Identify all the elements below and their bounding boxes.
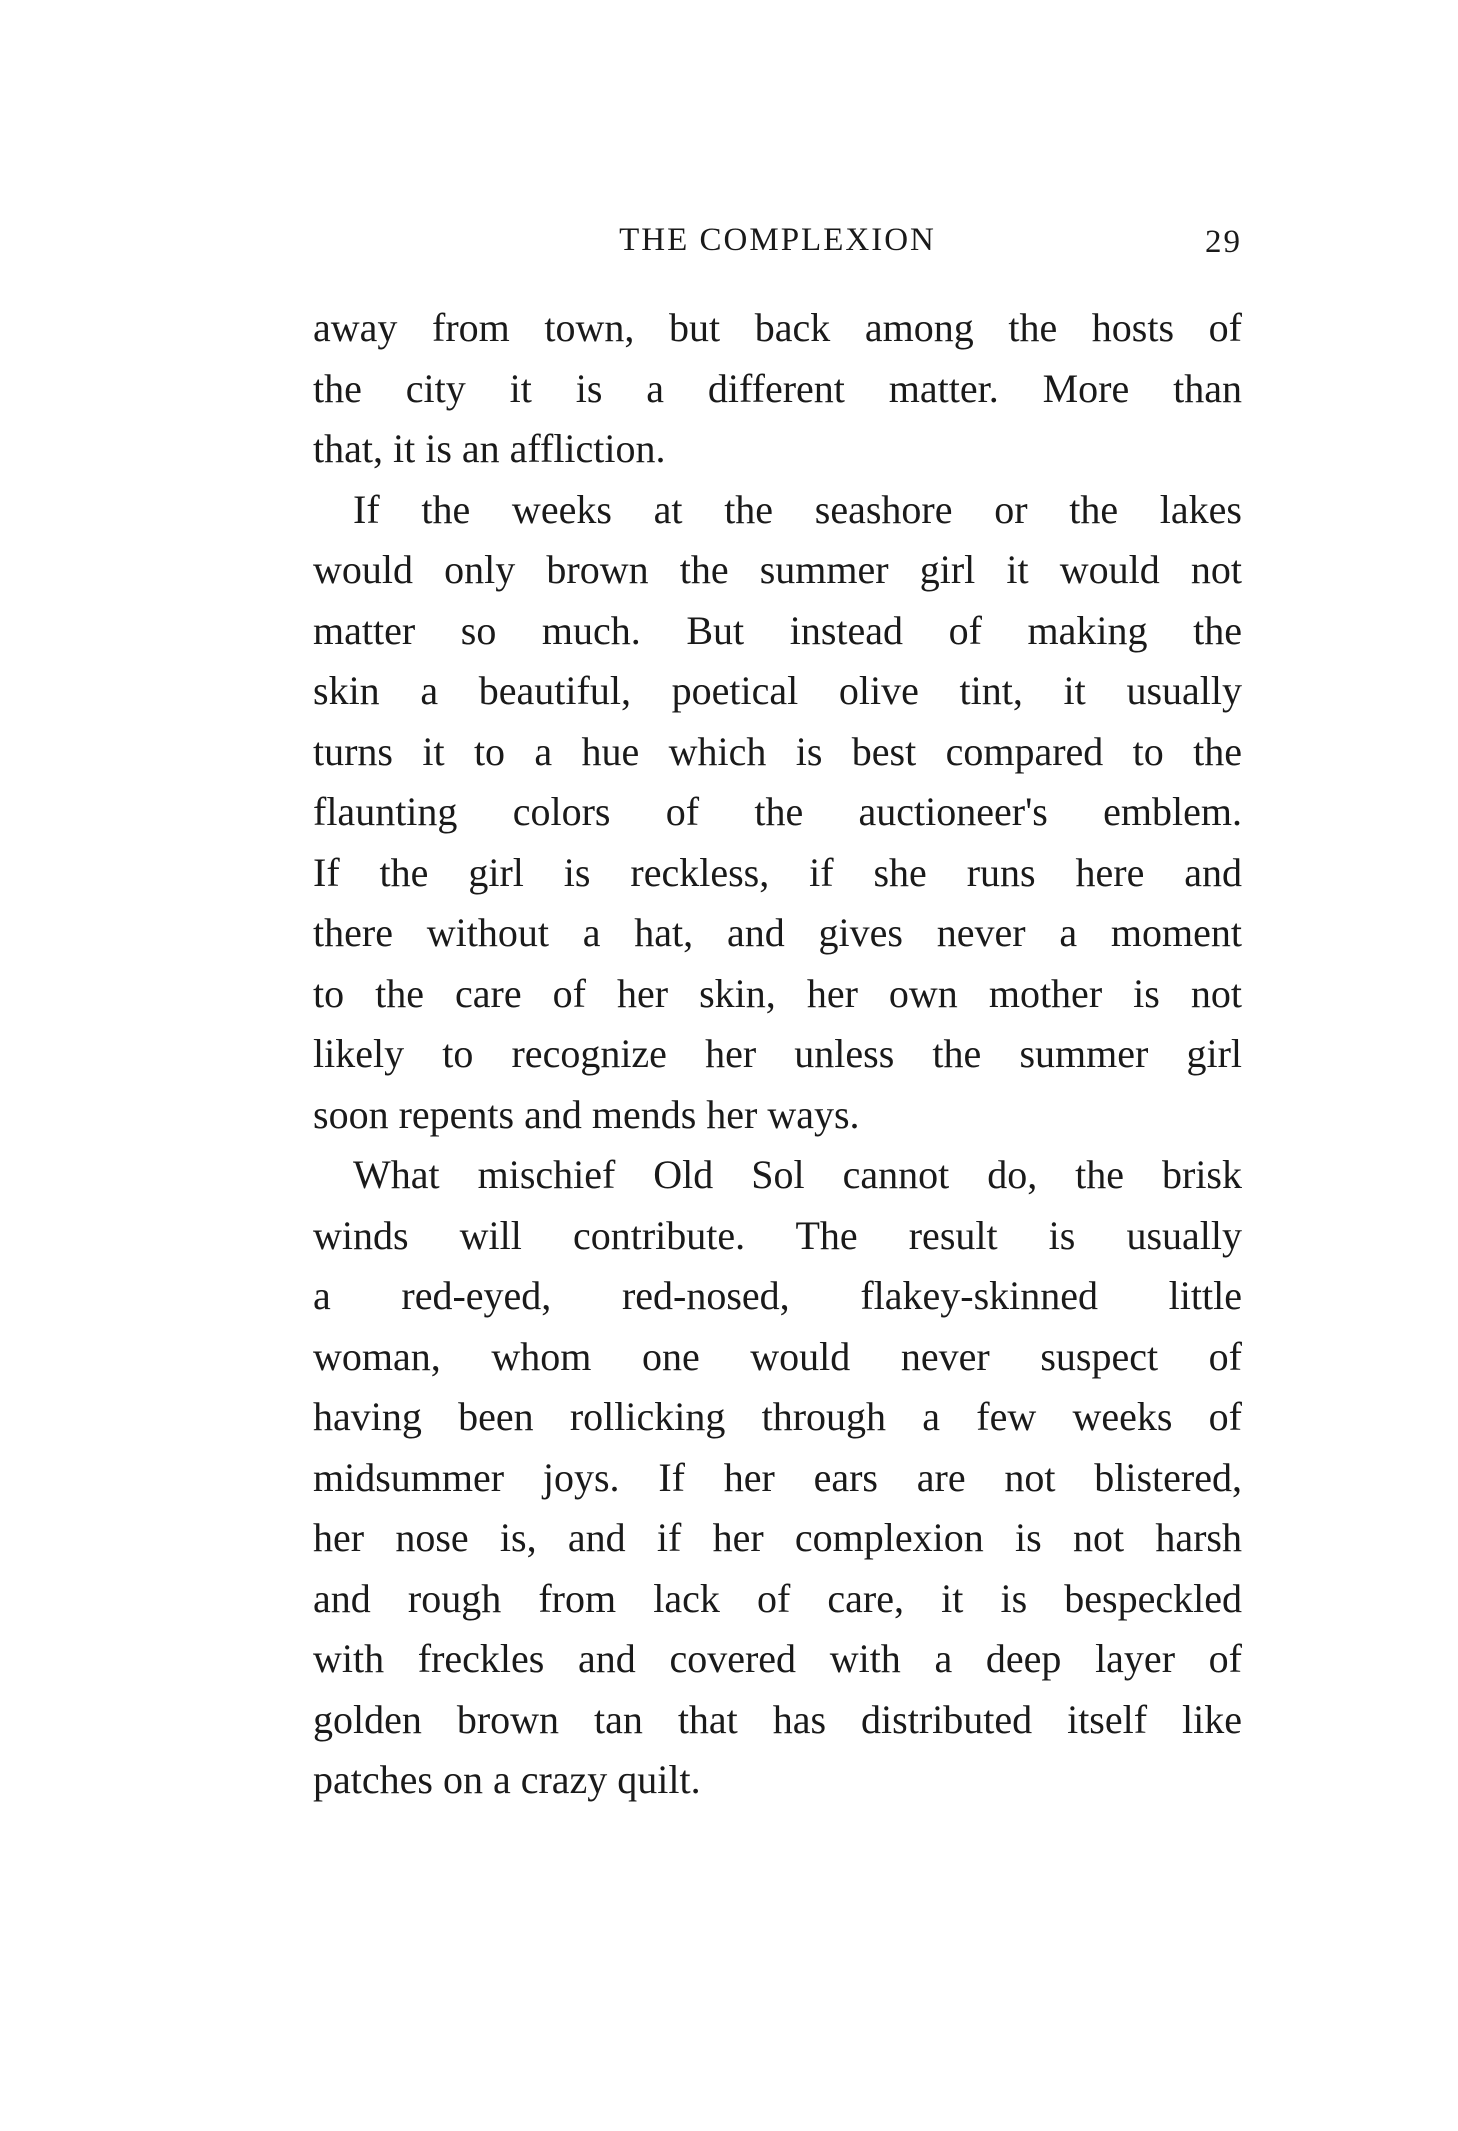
text-line: with freckles and covered with a deep layer of [313,1636,1242,1681]
text-line: What mischief Old Sol cannot do, the brisk [353,1152,1242,1197]
paragraph [313,1145,1242,1811]
text-line: that, it is an affliction. [313,426,666,471]
text-line: golden brown tan that has distributed itself like [313,1696,1242,1742]
text-line: winds will contribute. The result is usually [313,1212,1242,1258]
page-header [313,222,1242,266]
text-line: the city it is a different matter. More than [313,365,1242,411]
paragraph [313,480,1242,1146]
text-line: patches on a crazy quilt. [313,1757,701,1802]
text-line: If the weeks at the seashore or the lakes [353,486,1242,532]
text-line: midsummer joys. If her ears are not blistered, [313,1454,1242,1500]
text-line: a red-eyed, red-nosed, flakey-skinned little [313,1273,1242,1318]
text-line: would only brown the summer girl it would not [313,547,1242,592]
text-line: matter so much. But instead of making the [313,607,1242,653]
text-line: having been rollicking through a few weeks of [313,1394,1242,1439]
text-line: likely to recognize her unless the summer girl [313,1031,1242,1076]
text-line: flaunting colors of the auctioneer's emblem. [313,789,1242,834]
running-title: THE COMPLEXION [619,222,936,258]
text-line: there without a hat, and gives never a moment [313,910,1242,955]
text-line: If the girl is reckless, if she runs here and [313,849,1242,895]
text-line: her nose is, and if her complexion is not harsh [313,1515,1242,1560]
text-line: woman, whom one would never suspect of [313,1333,1242,1379]
page-body [313,298,1242,1811]
text-line: to the care of her skin, her own mother is not [313,970,1242,1016]
text-line: and rough from lack of care, it is bespeckled [313,1575,1242,1621]
text-line: skin a beautiful, poetical olive tint, it usually [313,668,1242,713]
text-line: soon repents and mends her ways. [313,1091,860,1137]
page-number: 29 [1205,224,1242,260]
paragraph [313,298,1242,480]
text-line: turns it to a hue which is best compared to the [313,728,1242,774]
text-line: away from town, but back among the hosts of [313,305,1242,350]
